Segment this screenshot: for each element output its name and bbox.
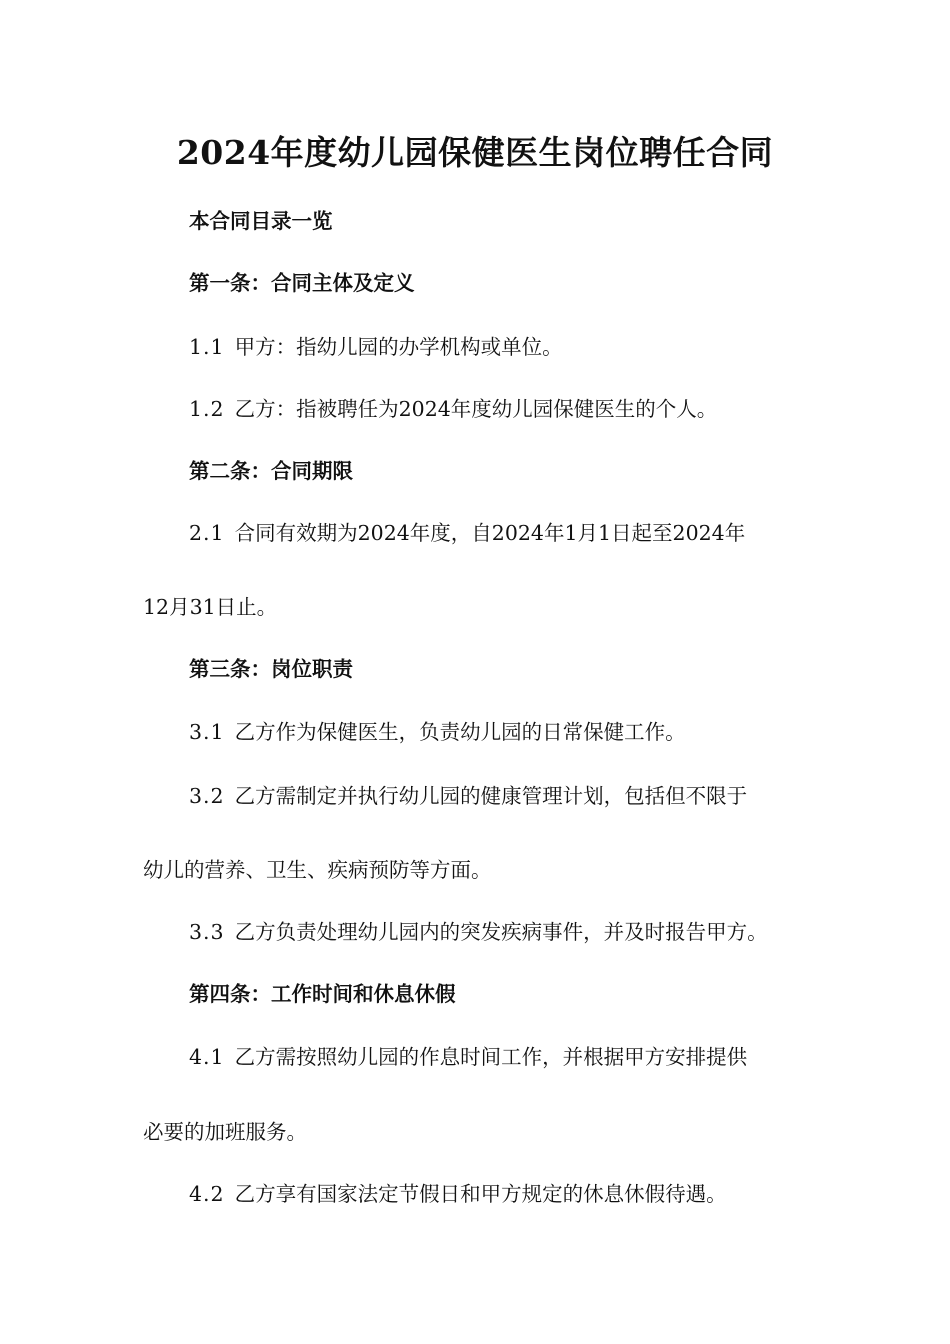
document-title: 2024年度幼儿园保健医生岗位聘任合同 [176,133,774,172]
section-heading: 第四条：工作时间和休息休假 [189,982,456,1006]
clause-text: 乙方负责处理幼儿园内的突发疾病事件，并及时报告甲方。 [234,920,768,944]
clause-number: 4.2 [189,1182,225,1206]
clause-number: 3.2 [189,784,225,808]
clause-number: 2.1 [189,521,225,545]
clause-line [0,916,950,948]
clause-text: 乙方需按照幼儿园的作息时间工作，并根据甲方安排提供 [234,1045,748,1069]
clause-number: 4.1 [189,1045,225,1069]
clause-number: 3.3 [189,920,225,944]
section-heading: 第二条：合同期限 [189,459,353,483]
toc-heading: 本合同目录一览 [189,209,333,233]
clause-number: 1.1 [189,335,225,359]
clause-line [0,780,950,812]
clause-text: 乙方作为保健医生，负责幼儿园的日常保健工作。 [234,720,686,744]
clause-number: 1.2 [189,397,225,421]
clause-text: 乙方：指被聘任为2024年度幼儿园保健医生的个人。 [234,397,718,421]
clause-line [0,1178,950,1210]
section-heading: 第三条：岗位职责 [189,657,353,681]
clause-text: 乙方享有国家法定节假日和甲方规定的休息休假待遇。 [234,1182,727,1206]
clause-text: 甲方：指幼儿园的办学机构或单位。 [234,335,563,359]
clause-line [0,331,950,363]
clause-line [0,393,950,425]
clause-line [0,517,950,549]
clause-continuation: 幼儿的营养、卫生、疾病预防等方面。 [143,858,492,882]
clause-number: 3.1 [189,720,225,744]
section-heading: 第一条：合同主体及定义 [189,271,415,295]
clause-text: 乙方需制定并执行幼儿园的健康管理计划，包括但不限于 [234,784,748,808]
clause-line [0,1041,950,1073]
clause-text: 合同有效期为2024年度，自2024年1月1日起至2024年 [234,521,746,545]
clause-continuation: 必要的加班服务。 [143,1120,307,1144]
clause-line [0,716,950,748]
clause-continuation: 12月31日止。 [143,595,278,619]
